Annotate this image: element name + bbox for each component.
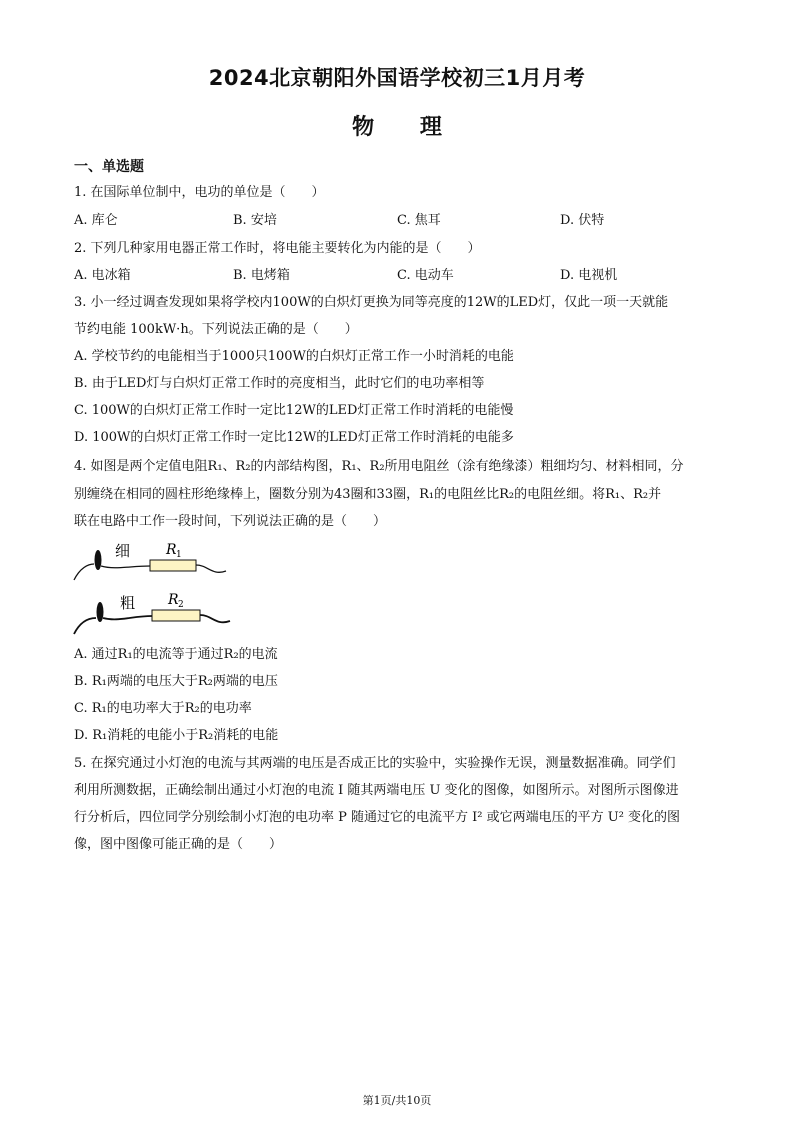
q4-stem-line-1: 4. 如图是两个定值电阻R₁、R₂的内部结构图，R₁、R₂所用电阻丝（涂有绝缘漆）粗细均匀、材料相同，分 xyxy=(74,459,684,474)
top-wire-left xyxy=(74,564,94,580)
q1-option-d: D. 伏特 xyxy=(560,213,605,228)
q2-option-d: D. 电视机 xyxy=(560,268,618,283)
q3-option-d: D. 100W的白炽灯正常工作时一定比12W的LED灯正常工作时消耗的电能多 xyxy=(74,430,514,445)
q4-option-d: D. R₁消耗的电能小于R₂消耗的电能 xyxy=(74,728,279,743)
q5-stem-line-3: 行分析后，四位同学分别绘制小灯泡的电功率 P 随通过它的电流平方 I² 或它两端电压的平方 U² 变化的图 xyxy=(74,810,681,825)
q2-option-b: B. 电烤箱 xyxy=(233,268,290,283)
q5-stem-line-1: 5. 在探究通过小灯泡的电流与其两端的电压是否成正比的实验中，实验操作无误，测量数据准确。同学们 xyxy=(74,756,676,771)
top-resistor-subscript: 1 xyxy=(176,550,182,560)
q4-stem-line-3: 联在电路中工作一段时间，下列说法正确的是（ ） xyxy=(74,514,387,529)
q3-stem-line-1: 3. 小一经过调查发现如果将学校内100W的白炽灯更换为同等亮度的12W的LED灯，仅此一项一天就能 xyxy=(74,295,669,310)
q2-option-a: A. 电冰箱 xyxy=(74,268,131,283)
top-wire-mid xyxy=(101,566,150,568)
section-heading: 一、单选题 xyxy=(74,159,144,175)
q3-option-b: B. 由于LED灯与白炽灯正常工作时的亮度相当，此时它们的电功率相等 xyxy=(74,376,485,391)
subject-title: 物 理 xyxy=(352,115,442,140)
q2-stem: 2. 下列几种家用电器正常工作时，将电能主要转化为内能的是（ ） xyxy=(74,241,481,256)
q5-stem-line-2: 利用所测数据，正确绘制出通过小灯泡的电流 I 随其两端电压 U 变化的图像，如图所示。对图所示图像进 xyxy=(74,783,679,798)
bottom-insulator-end xyxy=(97,602,104,622)
q4-stem-line-2: 别缠绕在相同的圆柱形绝缘棒上，圈数分别为43圈和33圈，R₁的电阻丝比R₂的电阻丝细。将R₁、R₂并 xyxy=(74,487,662,502)
q4-option-a: A. 通过R₁的电流等于通过R₂的电流 xyxy=(74,647,278,662)
q3-option-a: A. 学校节约的电能相当于1000只100W的白炽灯正常工作一小时消耗的电能 xyxy=(74,349,514,364)
q4-option-c: C. R₁的电功率大于R₂的电功率 xyxy=(74,701,252,716)
q4-option-b: B. R₁两端的电压大于R₂两端的电压 xyxy=(74,674,278,689)
q1-option-c: C. 焦耳 xyxy=(397,213,441,228)
resistor-structure-figure xyxy=(70,538,240,638)
bottom-wire-left xyxy=(74,618,96,634)
bottom-resistor-body xyxy=(152,610,200,621)
q2-option-c: C. 电动车 xyxy=(397,268,454,283)
top-thin-label: 细 xyxy=(115,542,131,560)
top-resistor-body xyxy=(150,560,196,571)
q1-stem: 1. 在国际单位制中，电功的单位是（ ） xyxy=(74,185,325,200)
q3-stem-line-2: 节约电能 100kW·h。下列说法正确的是（ ） xyxy=(74,322,358,337)
bottom-thick-label: 粗 xyxy=(120,594,136,612)
q3-option-c: C. 100W的白炽灯正常工作时一定比12W的LED灯正常工作时消耗的电能慢 xyxy=(74,403,514,418)
top-wire-right xyxy=(196,565,226,572)
bottom-wire-right xyxy=(200,615,230,622)
top-insulator-end xyxy=(95,550,102,570)
q1-option-b: B. 安培 xyxy=(233,213,277,228)
bottom-wire-mid xyxy=(103,616,152,619)
page-number: 第1页/共10页 xyxy=(362,1094,432,1107)
top-resistor-label: R xyxy=(166,542,177,558)
bottom-resistor-subscript: 2 xyxy=(178,600,184,610)
bottom-resistor-label: R xyxy=(168,592,179,608)
q1-option-a: A. 库仑 xyxy=(74,213,118,228)
page-title: 2024北京朝阳外国语学校初三1月月考 xyxy=(208,66,586,90)
q5-stem-line-4: 像，图中图像可能正确的是（ ） xyxy=(74,837,283,852)
